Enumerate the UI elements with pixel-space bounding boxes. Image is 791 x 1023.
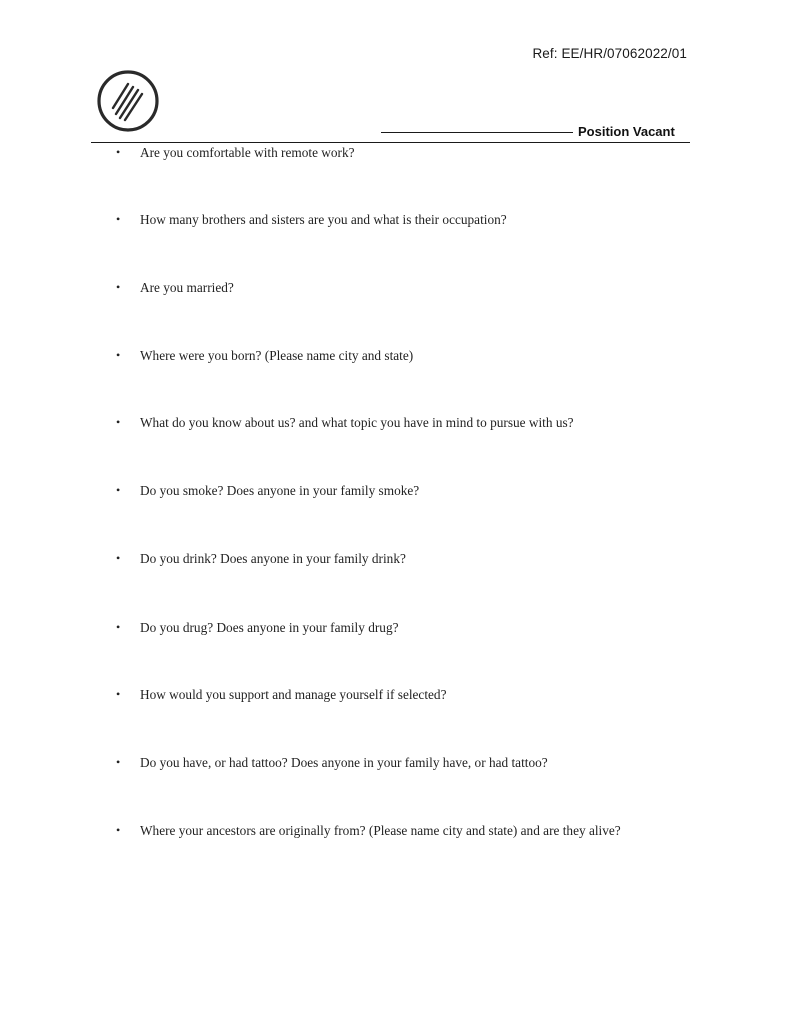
question-text: Where were you born? (Please name city and state) [140, 348, 414, 363]
question-text: How many brothers and sisters are you and what is their occupation? [140, 212, 507, 227]
question-text: Are you married? [140, 280, 234, 295]
header-rule [91, 142, 690, 143]
header-short-rule [381, 132, 573, 133]
position-vacant-label: Position Vacant [578, 124, 675, 139]
question-text: What do you know about us? and what topic you have in mind to pursue with us? [140, 415, 574, 430]
bullet: • [116, 755, 121, 769]
bullet: • [116, 823, 121, 837]
company-logo [97, 70, 159, 132]
bullet: • [116, 687, 121, 701]
question-text: Do you have, or had tattoo? Does anyone in your family have, or had tattoo? [140, 755, 548, 770]
question-text: Do you smoke? Does anyone in your family smoke? [140, 483, 420, 498]
reference-number: Ref: EE/HR/07062022/01 [532, 46, 687, 61]
bullet: • [116, 415, 121, 429]
bullet: • [116, 212, 121, 226]
question-text: Are you comfortable with remote work? [140, 145, 355, 160]
bullet: • [116, 145, 121, 159]
question-text: Do you drink? Does anyone in your family drink? [140, 551, 406, 566]
bullet: • [116, 280, 121, 294]
question-text: Do you drug? Does anyone in your family drug? [140, 620, 399, 635]
bullet: • [116, 551, 121, 565]
bullet: • [116, 483, 121, 497]
bullet: • [116, 620, 121, 634]
circle-diagonal-lines-logo-icon [97, 70, 159, 132]
question-text: Where your ancestors are originally from? (Please name city and state) and are they alive? [140, 823, 621, 838]
bullet: • [116, 348, 121, 362]
question-text: How would you support and manage yourself if selected? [140, 687, 447, 702]
